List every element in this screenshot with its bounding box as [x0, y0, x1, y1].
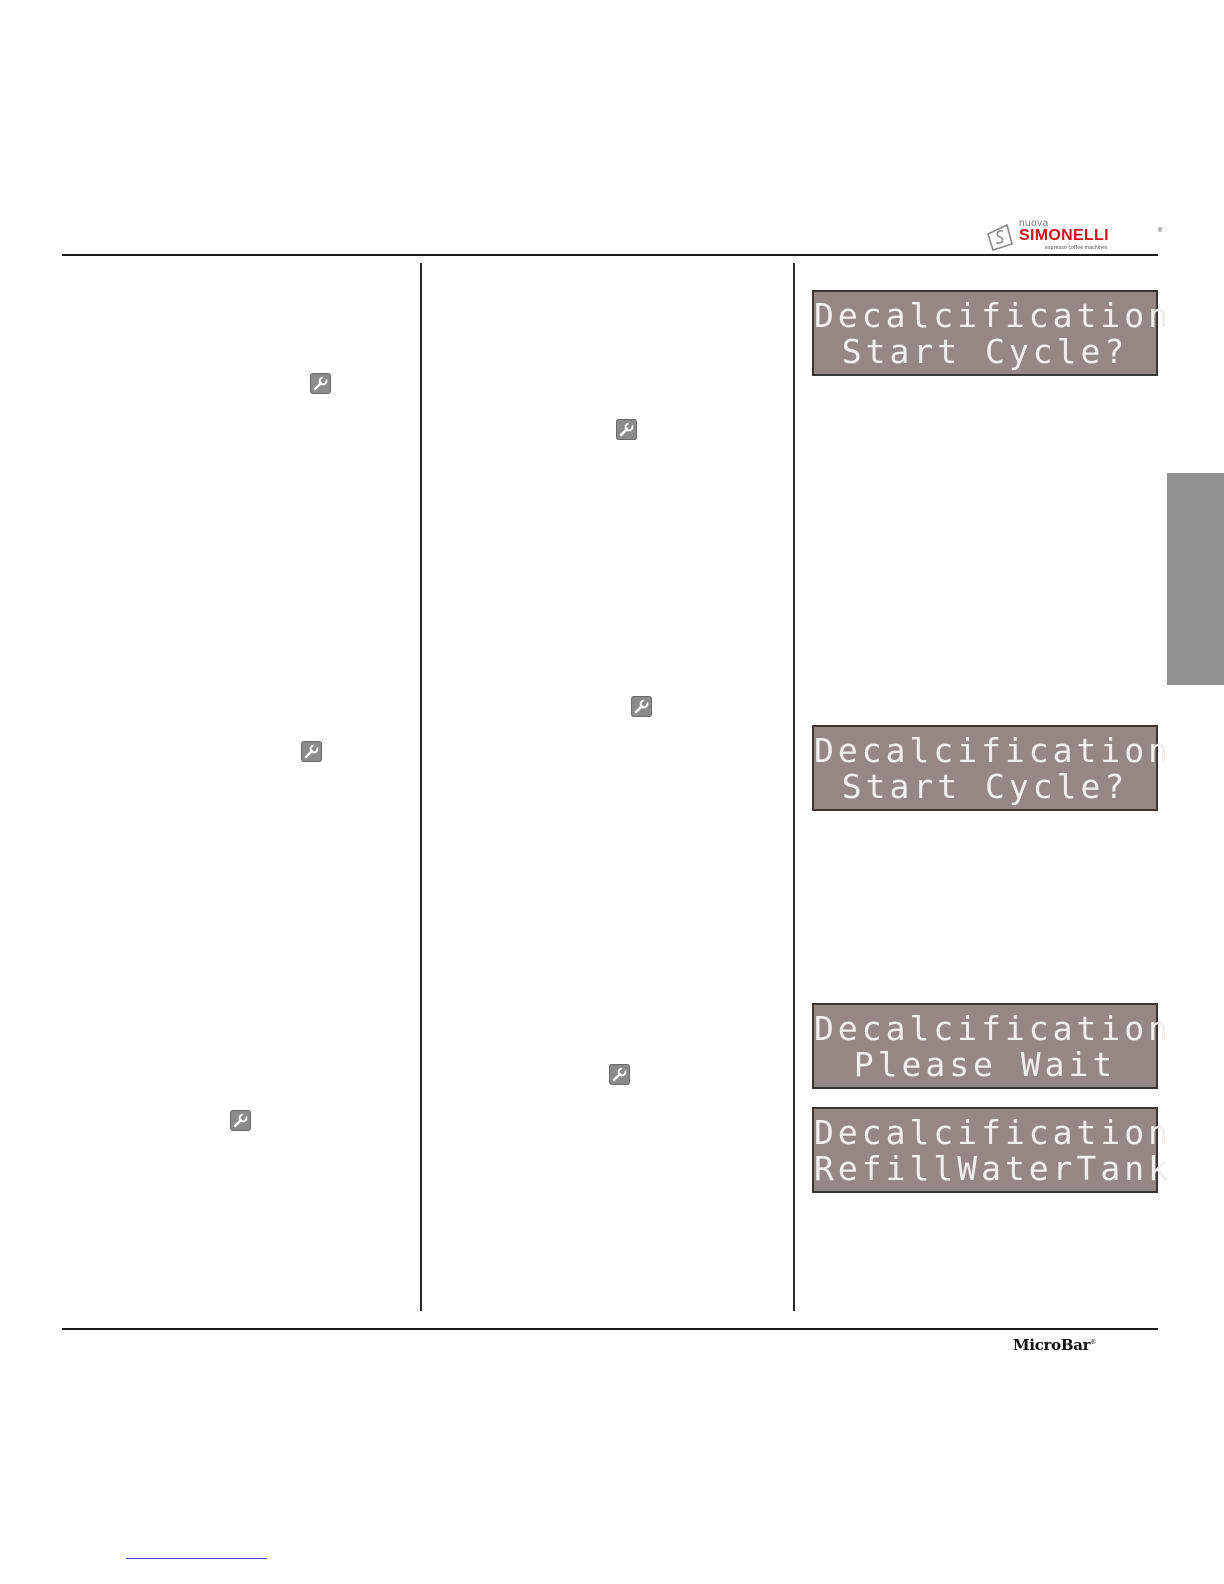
brand-logo: [985, 218, 1165, 254]
footer-product-name: [1013, 1336, 1096, 1354]
lcd-display: [812, 1003, 1173, 1089]
column-divider-right: [793, 263, 795, 1311]
lcd-display: [812, 725, 1173, 811]
link-underline[interactable]: [126, 1558, 267, 1559]
column-divider-left: [420, 263, 422, 1311]
logo-registered-mark: ®: [1158, 228, 1163, 234]
lcd-line-2: Start Cycle?: [841, 767, 1129, 806]
wrench-icon: [301, 741, 322, 762]
wrench-icon: [631, 696, 652, 717]
simonelli-logo-mark-icon: [985, 222, 1015, 252]
logo-name: SIMONELLI: [1019, 227, 1109, 244]
wrench-icon: [310, 373, 331, 394]
section-side-tab: [1167, 473, 1224, 685]
product-registered-mark: ®: [1090, 1339, 1096, 1346]
wrench-icon: [609, 1064, 630, 1085]
logo-prefix: nuova: [1019, 218, 1049, 229]
logo-tagline: espresso coffee machines: [1045, 245, 1108, 251]
lcd-line-2: Please Wait: [853, 1045, 1117, 1084]
lcd-display: [812, 290, 1173, 376]
lcd-line-1: Decalcification: [814, 731, 1173, 770]
product-name: MicroBar: [1013, 1336, 1091, 1354]
wrench-icon: [230, 1110, 251, 1131]
wrench-icon: [616, 419, 637, 440]
header-rule: [62, 254, 1158, 256]
lcd-display: [812, 1107, 1173, 1193]
lcd-line-1: Decalcification: [814, 1009, 1173, 1048]
lcd-line-2: Start Cycle?: [841, 332, 1129, 371]
lcd-line-1: Decalcification: [814, 1113, 1173, 1152]
lcd-line-1: Decalcification: [814, 296, 1173, 335]
footer-rule: [62, 1328, 1158, 1330]
lcd-line-2: RefillWaterTank: [814, 1149, 1173, 1188]
